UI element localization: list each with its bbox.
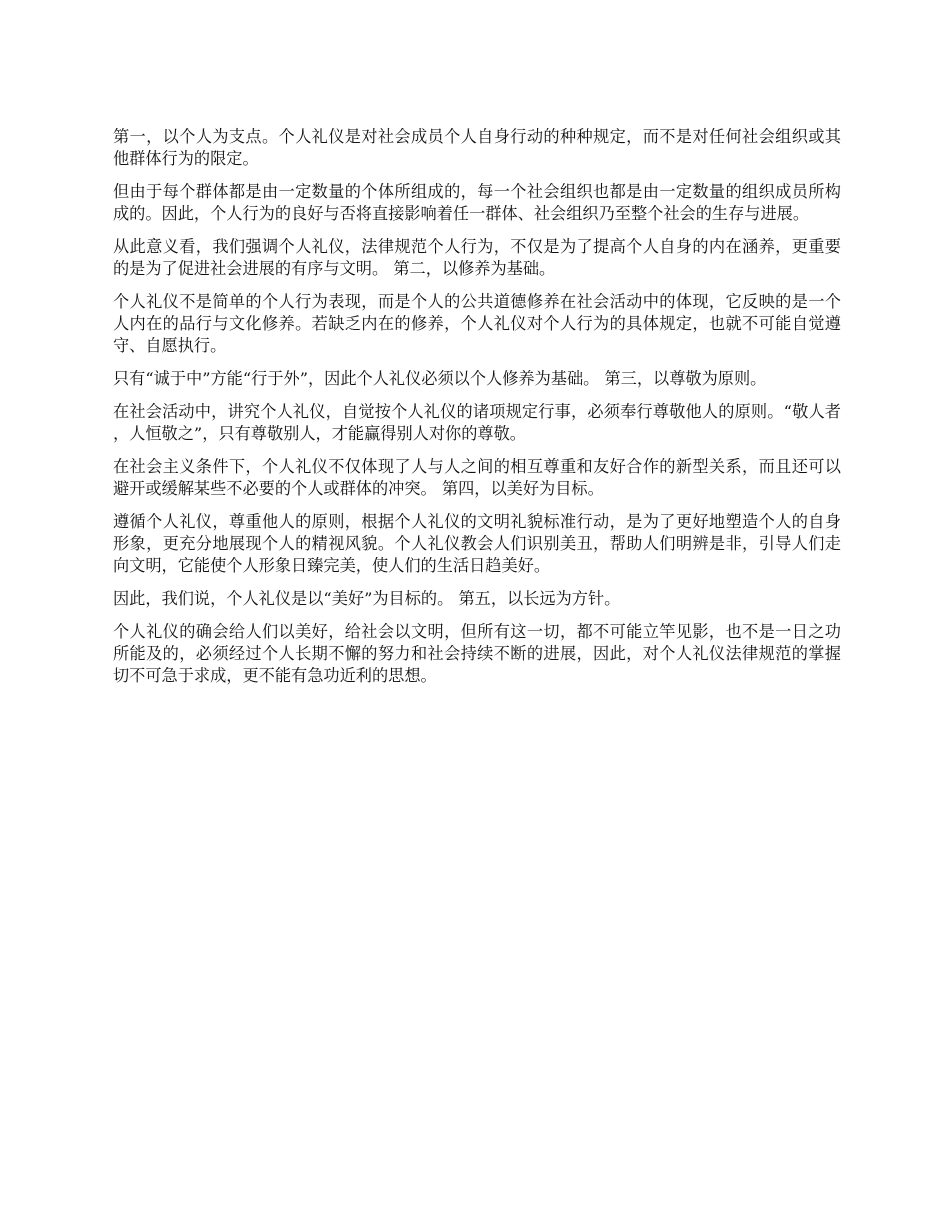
paragraph-1: 第一，以个人为支点。个人礼仪是对社会成员个人自身行动的种种规定，而不是对任何社会组织或其他群体行为的限定。	[113, 127, 841, 168]
document-page	[113, 126, 841, 698]
paragraph-8: 遵循个人礼仪，尊重他人的原则，根据个人礼仪的文明礼貌标准行动，是为了更好地塑造个人的自身形象，更充分地展现个人的精视风貌。个人礼仪教会人们识别美丑，帮助人们明辨是非，引导人们走向文明，它能使个人形象日臻完美，使人们的生活日趋美好。	[113, 512, 841, 575]
paragraph-10: 个人礼仪的确会给人们以美好，给社会以文明，但所有这一切，都不可能立竿见影，也不是一日之功所能及的，必须经过个人长期不懈的努力和社会持续不断的进展，因此，对个人礼仪法律规范的掌握切不可急于求成，更不能有急功近利的思想。	[113, 622, 841, 685]
paragraph-3: 从此意义看，我们强调个人礼仪，法律规范个人行为，不仅是为了提高个人自身的内在涵养，更重要的是为了促进社会进展的有序与文明。 第二，以修养为基础。	[113, 237, 841, 278]
paragraph-5: 只有“诚于中”方能“行于外”，因此个人礼仪必须以个人修养为基础。 第三，以尊敬为原则。	[113, 369, 767, 388]
paragraph-7: 在社会主义条件下，个人礼仪不仅体现了人与人之间的相互尊重和友好合作的新型关系，而且还可以避开或缓解某些不必要的个人或群体的冲突。 第四，以美好为目标。	[113, 457, 841, 498]
paragraph-4: 个人礼仪不是简单的个人行为表现，而是个人的公共道德修养在社会活动中的体现，它反映的是一个人内在的品行与文化修养。若缺乏内在的修养，个人礼仪对个人行为的具体规定，也就不可能自觉遵守、自愿执行。	[113, 292, 841, 355]
paragraph-2: 但由于每个群体都是由一定数量的个体所组成的，每一个社会组织也都是由一定数量的组织成员所构成的。因此，个人行为的良好与否将直接影响着任一群体、社会组织乃至整个社会的生存与进展。	[113, 182, 841, 223]
paragraph-6: 在社会活动中，讲究个人礼仪，自觉按个人礼仪的诸项规定行事，必须奉行尊敬他人的原则。“敬人者，人恒敬之”，只有尊敬别人，才能赢得别人对你的尊敬。	[113, 402, 841, 443]
paragraph-9: 因此，我们说，个人礼仪是以“美好”为目标的。 第五，以长远为方针。	[113, 589, 621, 608]
